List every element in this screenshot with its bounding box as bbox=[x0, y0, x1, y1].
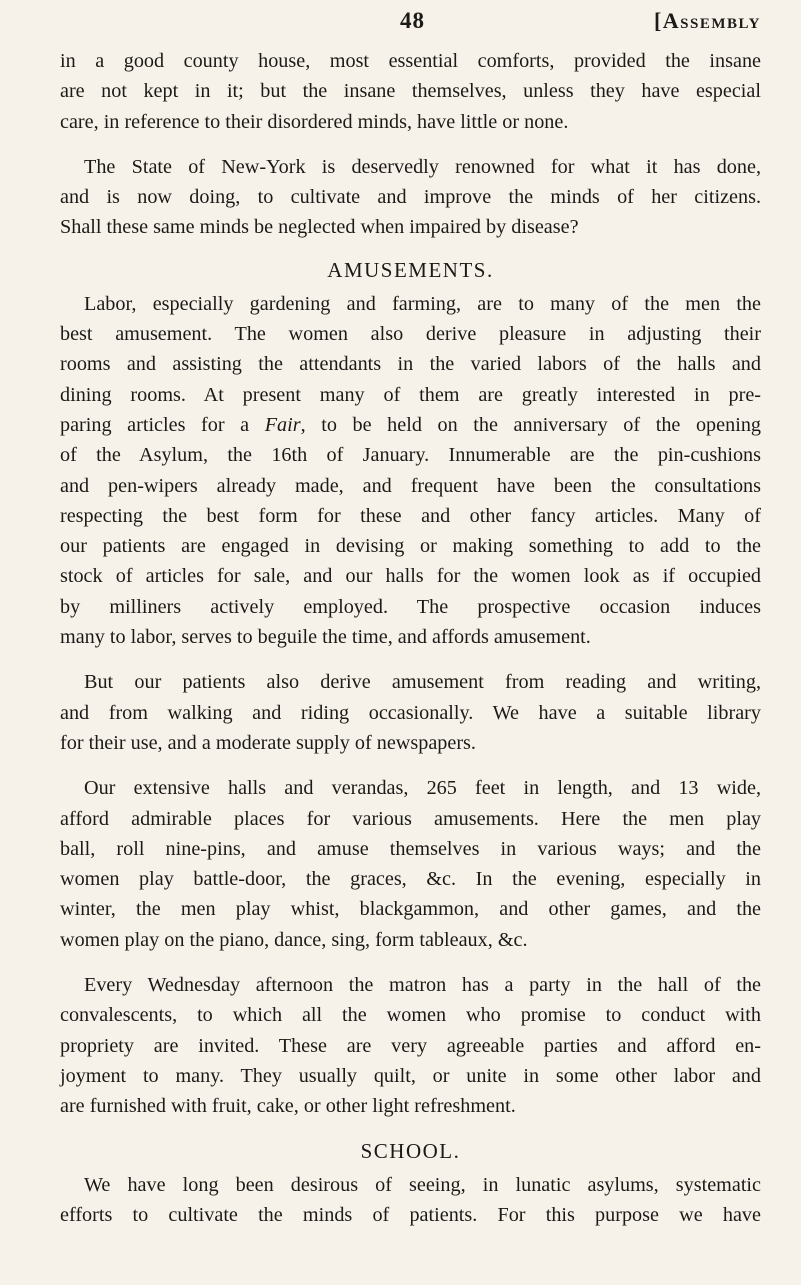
text-line: for their use, and a moderate supply of newspapers. bbox=[60, 731, 476, 754]
text-line: in a good county house, most essential comforts, provided the insane bbox=[60, 50, 761, 72]
paragraph bbox=[60, 970, 761, 1121]
paragraph bbox=[60, 667, 761, 758]
text-line: women play on the piano, dance, sing, form tableaux, &c. bbox=[60, 928, 528, 951]
text-line: But our patients also derive amusement from reading and writing, bbox=[84, 671, 761, 694]
text-line: ball, roll nine-pins, and amuse themselves in various ways; and the bbox=[60, 837, 761, 860]
text-line: convalescents, to which all the women who promise to conduct with bbox=[60, 1004, 761, 1027]
text-line: Every Wednesday afternoon the matron has a party in the hall of the bbox=[84, 974, 761, 997]
section-heading-amusements: AMUSEMENTS. bbox=[327, 257, 494, 282]
text-line: stock of articles for sale, and our halls for the women look as if occupied bbox=[60, 565, 761, 588]
text-line: respecting the best form for these and other fancy articles. Many of bbox=[60, 504, 761, 527]
text-line: by milliners actively employed. The prospective occasion induces bbox=[60, 595, 761, 618]
text-line: rooms and assisting the attendants in the varied labors of the halls and bbox=[60, 353, 761, 376]
text-line: Shall these same minds be neglected when impaired by disease? bbox=[60, 216, 579, 239]
text-line: Labor, especially gardening and farming, are to many of the men the bbox=[84, 292, 761, 315]
text-line: efforts to cultivate the minds of patients. For this purpose we have bbox=[60, 1203, 761, 1226]
text-line: are not kept in it; but the insane themselves, unless they have especial bbox=[60, 80, 761, 103]
text-line: women play battle-door, the graces, &c. In the evening, especially in bbox=[60, 868, 761, 891]
text-line: and is now doing, to cultivate and improve the minds of her citizens. bbox=[60, 186, 761, 209]
text-line: The State of New-York is deservedly renowned for what it has done, bbox=[84, 155, 761, 178]
running-title: [Assembly bbox=[653, 8, 761, 33]
text-line: best amusement. The women also derive pleasure in adjusting their bbox=[60, 323, 761, 346]
page-number: 48 bbox=[400, 8, 425, 33]
text-line: and from walking and riding occasionally. We have a suitable library bbox=[60, 701, 761, 724]
italic-word: Fair bbox=[264, 413, 301, 436]
text-line: Our extensive halls and verandas, 265 feet in length, and 13 wide, bbox=[84, 777, 761, 800]
text-line: are furnished with fruit, cake, or other light refreshment. bbox=[60, 1095, 516, 1118]
text-line: joyment to many. They usually quilt, or unite in some other labor and bbox=[60, 1064, 761, 1087]
paragraph bbox=[60, 46, 761, 137]
text-line: our patients are engaged in devising or making something to add to the bbox=[60, 535, 761, 558]
paragraph bbox=[60, 152, 761, 243]
paragraph bbox=[60, 773, 761, 955]
section-heading-school: SCHOOL. bbox=[360, 1138, 461, 1163]
text-line: We have long been desirous of seeing, in lunatic asylums, systematic bbox=[84, 1173, 761, 1196]
text-line: propriety are invited. These are very agreeable parties and afford en- bbox=[60, 1034, 761, 1057]
paragraph bbox=[60, 289, 761, 653]
text-line: care, in reference to their disordered minds, have little or none. bbox=[60, 110, 569, 133]
paragraph bbox=[60, 1170, 761, 1231]
text-line: and pen-wipers already made, and frequent have been the consultations bbox=[60, 474, 761, 497]
text-line: paring articles for a Fair, to be held on the anniversary of the opening bbox=[60, 413, 762, 436]
text-line: afford admirable places for various amusements. Here the men play bbox=[60, 807, 761, 830]
text-line: dining rooms. At present many of them are greatly interested in pre- bbox=[60, 383, 761, 406]
text-line: of the Asylum, the 16th of January. Innumerable are the pin-cushions bbox=[60, 444, 761, 467]
body-text bbox=[60, 46, 761, 1230]
text-line: many to labor, serves to beguile the time, and affords amusement. bbox=[60, 626, 591, 649]
running-head bbox=[60, 0, 761, 46]
text-line: winter, the men play whist, blackgammon, and other games, and the bbox=[60, 898, 761, 921]
